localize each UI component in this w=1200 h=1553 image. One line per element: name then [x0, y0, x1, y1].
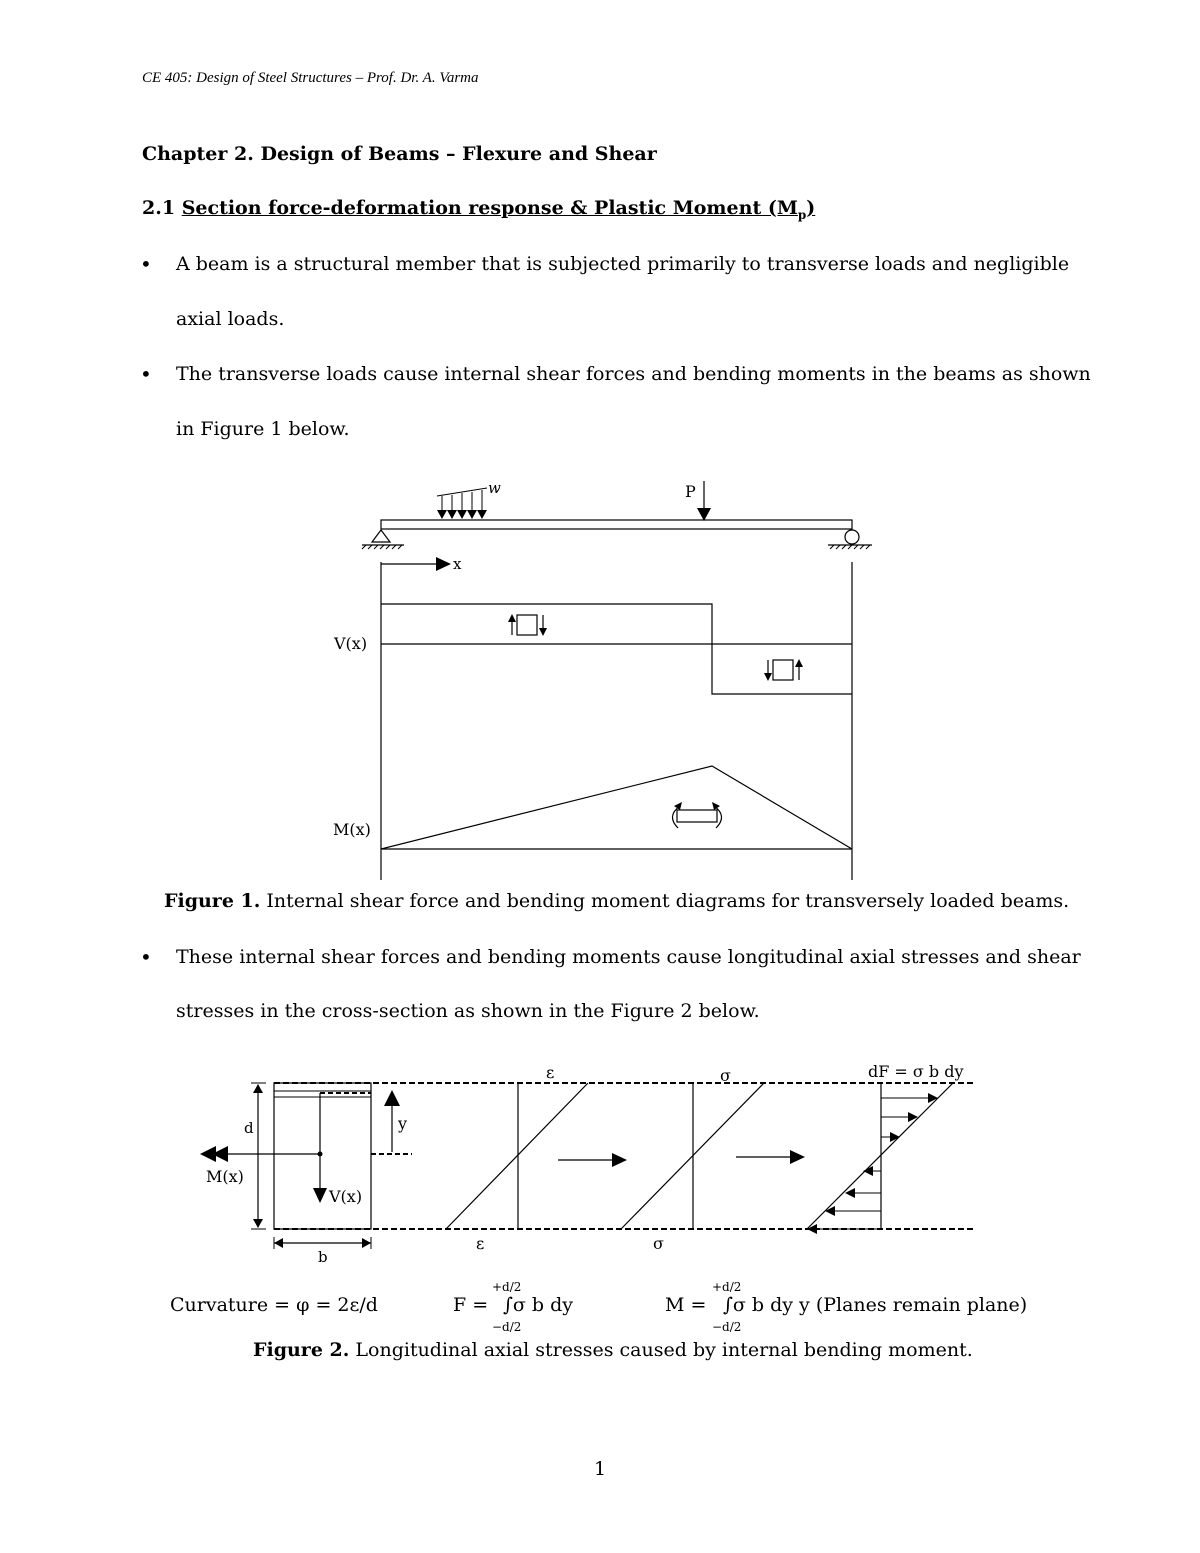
bullet-2-line-2: in Figure 1 below.: [176, 418, 350, 440]
strain-top-label: ε: [546, 1063, 555, 1082]
depth-dimension: [251, 1083, 266, 1229]
transition-arrow: [558, 1153, 627, 1167]
stress-bottom-label: σ: [653, 1234, 664, 1253]
depth-label: d: [244, 1119, 254, 1137]
width-label: b: [318, 1248, 328, 1266]
y-label: y: [398, 1114, 408, 1133]
load-p-label: P: [685, 482, 696, 501]
moment-lower-limit: −d/2: [712, 1320, 742, 1334]
bullet-2-line-1: The transverse loads cause internal shear forces and bending moments in the beams as shown: [176, 363, 1091, 385]
shear-force-arrow: [313, 1188, 327, 1203]
force-equation-lhs: F =: [453, 1294, 489, 1316]
moment-label: M(x): [333, 820, 371, 839]
moment-equation-body: ∫σ b dy y (Planes remain plane): [723, 1294, 1028, 1316]
page-number: 1: [594, 1458, 607, 1480]
stress-top-label: σ: [720, 1066, 731, 1085]
moment-upper-limit: +d/2: [712, 1280, 742, 1294]
force-df-label: dF = σ b dy: [868, 1062, 964, 1081]
x-axis-label: x: [453, 555, 462, 573]
figure-1-caption: Figure 1. Internal shear force and bending moment diagrams for transversely loaded beams.: [164, 890, 1070, 912]
force-distribution-diagram: [807, 1083, 953, 1234]
bullet-dot: •: [140, 252, 152, 276]
section-number: 2.1: [142, 197, 176, 219]
strain-diagram: [446, 1083, 588, 1229]
force-lower-limit: −d/2: [492, 1320, 522, 1334]
stress-diagram: [621, 1083, 764, 1229]
strain-bottom-label: ε: [476, 1234, 485, 1253]
shear-label: V(x): [334, 634, 368, 653]
load-w-label: w: [488, 479, 501, 497]
moment-double-arrow: [200, 1146, 320, 1162]
section-mx-label: M(x): [206, 1167, 244, 1186]
force-upper-limit: +d/2: [492, 1280, 522, 1294]
bullet-dot: •: [140, 945, 152, 969]
moment-equation-lhs: M =: [665, 1294, 707, 1316]
chapter-title: Chapter 2. Design of Beams – Flexure and Shear: [142, 143, 657, 165]
bullet-3-line-1: These internal shear forces and bending moments cause longitudinal axial stresses and shear: [176, 946, 1081, 968]
bullet-3-line-2: stresses in the cross-section as shown in the Figure 2 below.: [176, 1000, 760, 1022]
section-vx-label: V(x): [329, 1187, 363, 1206]
running-header: CE 405: Design of Steel Structures – Prof. Dr. A. Varma: [142, 70, 479, 86]
bullet-1-line-2: axial loads.: [176, 308, 285, 330]
curvature-equation: Curvature = φ = 2ε/d: [170, 1294, 378, 1316]
section-title: Section force-deformation response & Plastic Moment $(M_p)$: [181, 197, 816, 222]
bullet-dot: •: [140, 362, 152, 386]
transition-arrow: [736, 1150, 805, 1164]
force-equation-body: ∫σ b dy: [503, 1294, 574, 1316]
bullet-1-line-1: A beam is a structural member that is subjected primarily to transverse loads and negligible: [176, 253, 1070, 275]
figure-2-caption: Figure 2. Longitudinal axial stresses caused by internal bending moment.: [253, 1339, 973, 1361]
